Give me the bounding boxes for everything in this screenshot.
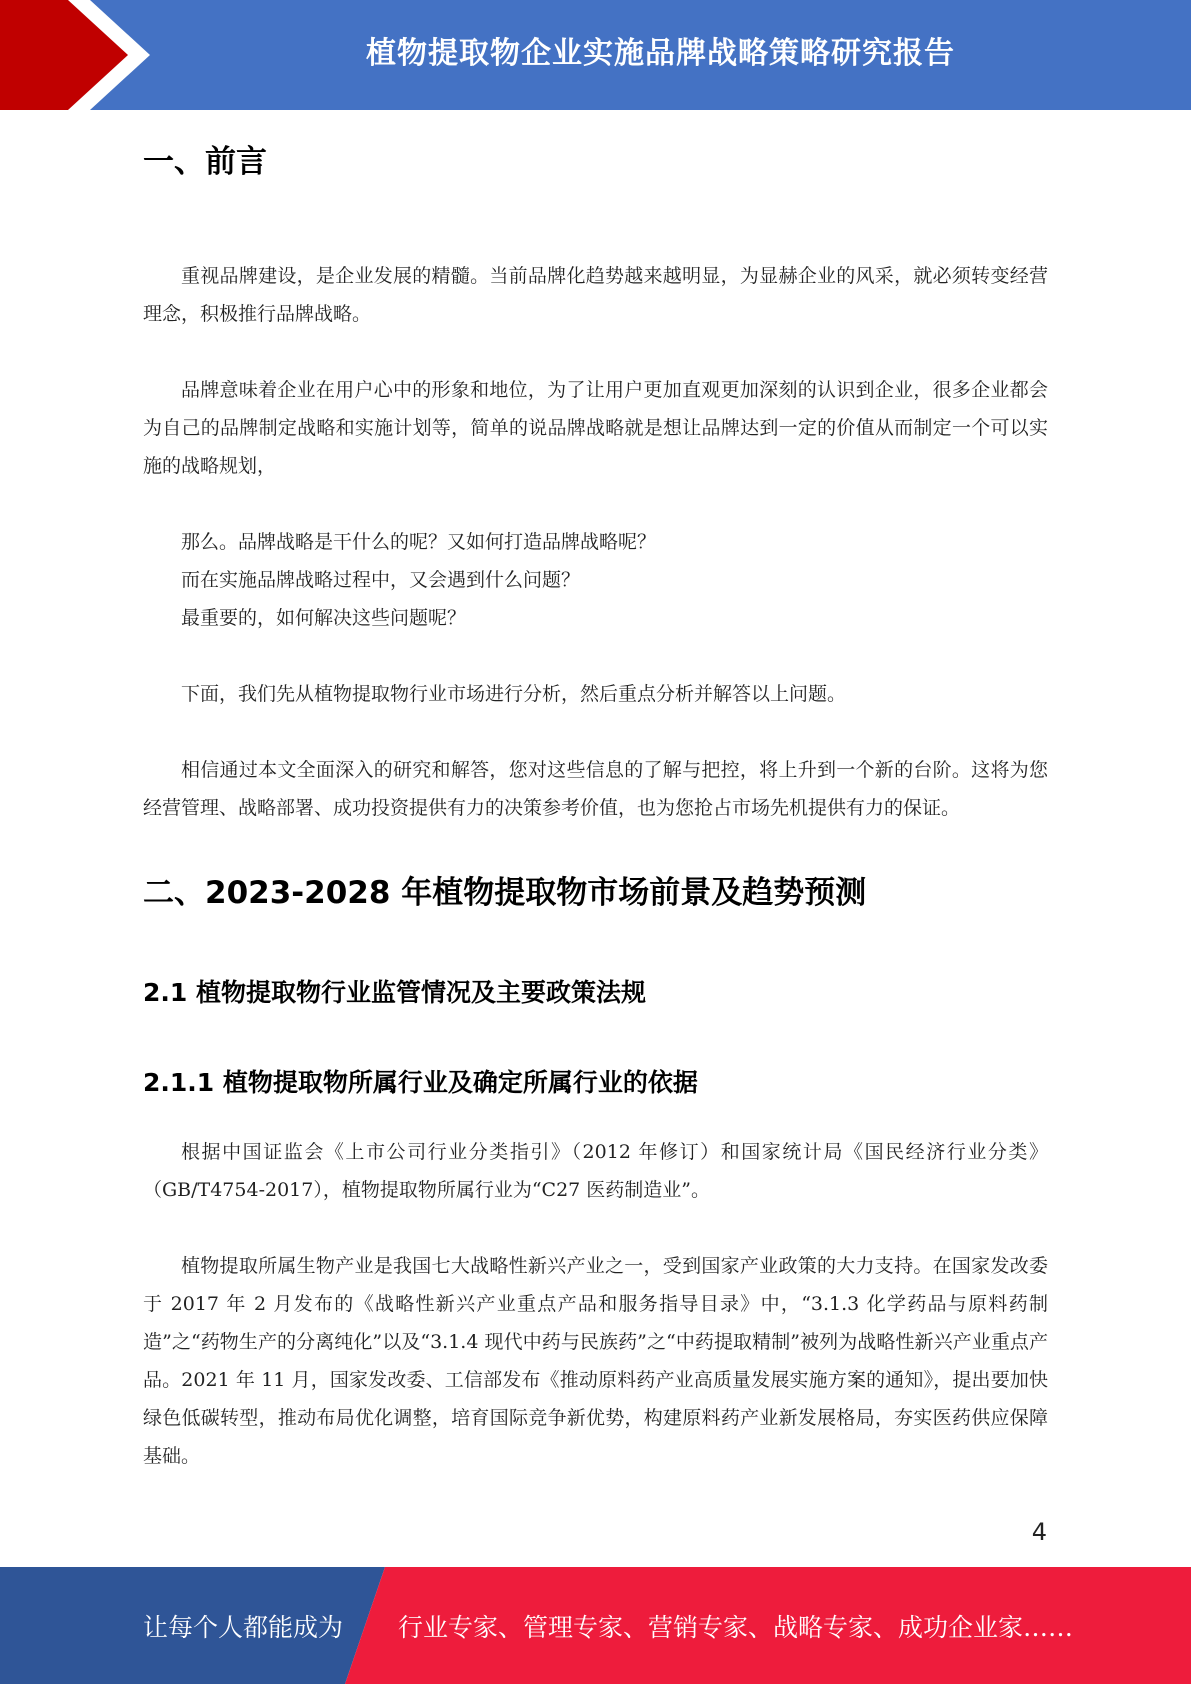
preface-paragraph-3: 下面，我们先从植物提取物行业市场进行分析，然后重点分析并解答以上问题。 [181,683,847,705]
preface-question-3: 最重要的，如何解决这些问题呢？ [181,607,467,629]
preface-paragraph-2: 品牌意味着企业在用户心中的形象和地位，为了让用户更加直观更加深刻的认识到企业，很多企业都会为自己的品牌制定战略和实施计划等，简单的说品牌战略就是想让品牌达到一定的价值从而制定一个可以实施的战略规划， [143,379,1048,477]
preface-question-1: 那么。品牌战略是干什么的呢？又如何打造品牌战略呢？ [181,531,657,553]
preface-question-2: 而在实施品牌战略过程中，又会遇到什么问题？ [181,569,581,591]
footer-slogan-left: 让每个人都能成为 [143,1612,344,1642]
section-preface-title: 一、前言 [143,144,267,180]
subsection-2-1-1-title: 2.1.1 植物提取物所属行业及确定所属行业的依据 [143,1068,698,1097]
preface-paragraph-4: 相信通过本文全面深入的研究和解答，您对这些信息的了解与把控，将上升到一个新的台阶。这将为您经营管理、战略部署、成功投资提供有力的决策参考价值，也为您抢占市场先机提供有力的保证。 [143,759,1048,819]
forecast-paragraph-2: 植物提取所属生物产业是我国七大战略性新兴产业之一，受到国家产业政策的大力支持。在国家发改委于 2017 年 2 月发布的《战略性新兴产业重点产品和服务指导目录》中，“3.1.3 化学药品与原料药制造”之“药物生产的分离纯化”以及“3.1.4 现代中药与民族药”之“中药提取精制”被列为战略性新兴产业重点产品。2021 年 11 月，国家发改委、工信部发布《推动原料药产业高质量发展实施方案的通知》，提出要加快绿色低碳转型，推动布局优化调整，培育国际竞争新优势，构建原料药产业新发展格局，夯实医药供应保障基础。 [143,1255,1048,1467]
main-content [143,140,1048,1475]
section-forecast-title: 二、2023-2028 年植物提取物市场前景及趋势预测 [143,875,867,911]
preface-paragraph-1: 重视品牌建设，是企业发展的精髓。当前品牌化趋势越来越明显，为显赫企业的风采，就必须转变经营理念，积极推行品牌战略。 [143,265,1048,325]
page-footer [0,1567,1191,1684]
report-title: 植物提取物企业实施品牌战略策略研究报告 [366,36,955,71]
footer-slogan-right: 行业专家、管理专家、营销专家、战略专家、成功企业家…… [398,1612,1074,1642]
page-number: 4 [1031,1518,1047,1546]
page-header [0,0,1191,110]
subsection-2-1-title: 2.1 植物提取物行业监管情况及主要政策法规 [143,978,646,1007]
forecast-paragraph-1: 根据中国证监会《上市公司行业分类指引》（2012 年修订）和国家统计局《国民经济行业分类》（GB/T4754-2017），植物提取物所属行业为“C27 医药制造业”。 [143,1141,1048,1201]
